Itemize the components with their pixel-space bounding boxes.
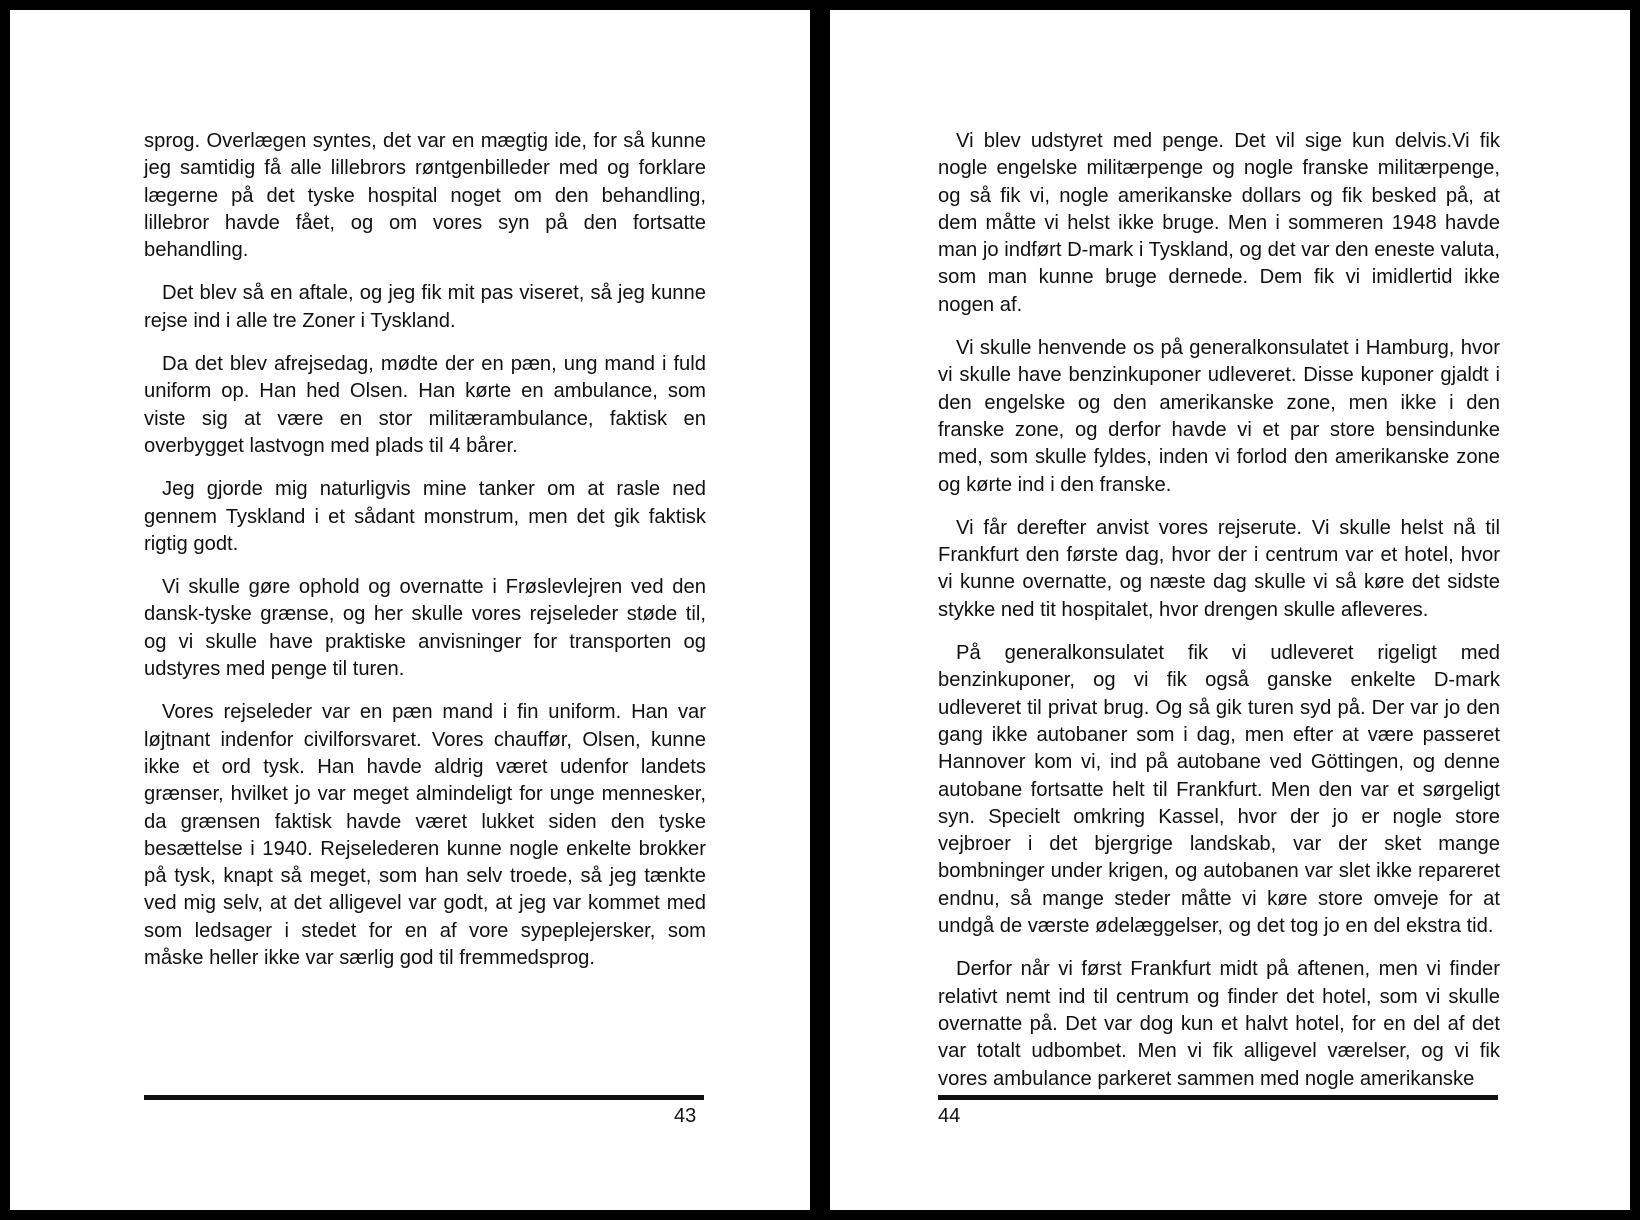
paragraph: Vi skulle gøre ophold og overnatte i Frøslevlejren ved den dansk-tyske grænse, og her skulle vores rejseleder støde til, og vi skulle have praktiske anvisninger for transporten og udstyres med penge til turen. [144,576,706,681]
paragraph: På generalkonsulatet fik vi udleveret rigeligt med benzinkuponer, og vi fik også ganske enkelte D-mark udleveret til privat brug. Og så gik turen syd på. Der var jo den gang ikke autobaner som i dag, men efter at være passeret Hannover kom vi, ind på autobane ved Göttingen, og denne autobane fortsatte helt til Frankfurt. Men den var et sørgeligt syn. Specielt omkring Kassel, hvor der jo er nogle store vejbroer i det bjergrige landskab, var der sket mange bombninger under krigen, og autobanen var slet ikke repareret endnu, så mange steder måtte vi køre store omveje for at undgå de værste ødelæggelser, og det tog jo en del ekstra tid. [938,642,1500,938]
paragraph: Da det blev afrejsedag, mødte der en pæn, ung mand i fuld uniform op. Han hed Olsen. Han kørte en ambulance, som viste sig at være en stor militærambulance, faktisk en overbygget lastvogn med plads til 4 bårer. [144,353,706,457]
paragraph: Vores rejseleder var en pæn mand i fin uniform. Han var løjtnant indenfor civilforsvaret. Vores chauffør, Olsen, kunne ikke et ord tysk. Han havde aldrig været udenfor landets grænser, hvilket jo var meget almindeligt for unge mennesker, da grænsen faktisk havde været lukket siden den tyske besættelse i 1940. Rejselederen kunne nogle enkelte brokker på tysk, knapt så meget, som han selv troede, så jeg tænkte ved mig selv, at det alligevel var godt, at jeg var kommet med som ledsager i stedet for en af vore sypeplejersker, som måske heller ikke var særlig god til fremmedsprog. [144,701,706,970]
footer-rule [938,1095,1498,1100]
paragraph: sprog. Overlægen syntes, det var en mægtig ide, for så kunne jeg samtidig få alle lillebrors røntgenbilleder med og forklare lægerne på det tyske hospital noget om den behandling, lillebror havde fået, og om vores syn på den fortsatte behandling. [144,130,706,262]
page-number: 44 [938,1105,961,1127]
footer-rule [144,1095,704,1100]
left-page-text [144,128,706,988]
paragraph: Vi får derefter anvist vores rejserute. Vi skulle helst nå til Frankfurt den første dag, hvor der i centrum var et hotel, hvor vi kunne overnatte, og næste dag skulle vi så køre det sidste stykke ned tit hospitalet, hvor drengen skulle afleveres. [938,516,1500,621]
paragraph: Jeg gjorde mig naturligvis mine tanker om at rasle ned gennem Tyskland i et sådant monstrum, men det gik faktisk rigtig godt. [144,478,706,555]
right-page [830,10,1630,1210]
paragraph: Vi blev udstyret med penge. Det vil sige kun delvis.Vi fik nogle engelske militærpenge og nogle franske militærpenge, og så fik vi, nogle amerikanske dollars og fik besked på, at dem måtte vi helst ikke bruge. Men i sommeren 1948 havde man jo indført D-mark i Tyskland, og det var den eneste valuta, som man kunne bruge dernede. Dem fik vi imidlertid ikke nogen af. [938,130,1500,316]
paragraph: Derfor når vi først Frankfurt midt på aftenen, men vi finder relativt nemt ind til centrum og finder det hotel, som vi skulle overnatte på. Det var dog kun et halvt hotel, for en del af det var totalt udbombet. Men vi fik alligevel værelser, og vi fik vores ambulance parkeret sammen med nogle amerikanske [938,958,1500,1090]
right-page-text [938,128,1500,1109]
page-number: 43 [674,1105,697,1127]
left-page [10,10,810,1210]
paragraph: Vi skulle henvende os på generalkonsulatet i Hamburg, hvor vi skulle have benzinkuponer udleveret. Disse kuponer gjaldt i den engelske og den amerikanske zone, men ikke i den franske zone, og derfor havde vi et par store bensindunke med, som skulle fyldes, inden vi forlod den amerikanske zone og kørte ind i den franske. [938,337,1500,496]
paragraph: Det blev så en aftale, og jeg fik mit pas viseret, så jeg kunne rejse ind i alle tre Zoner i Tyskland. [144,282,706,332]
